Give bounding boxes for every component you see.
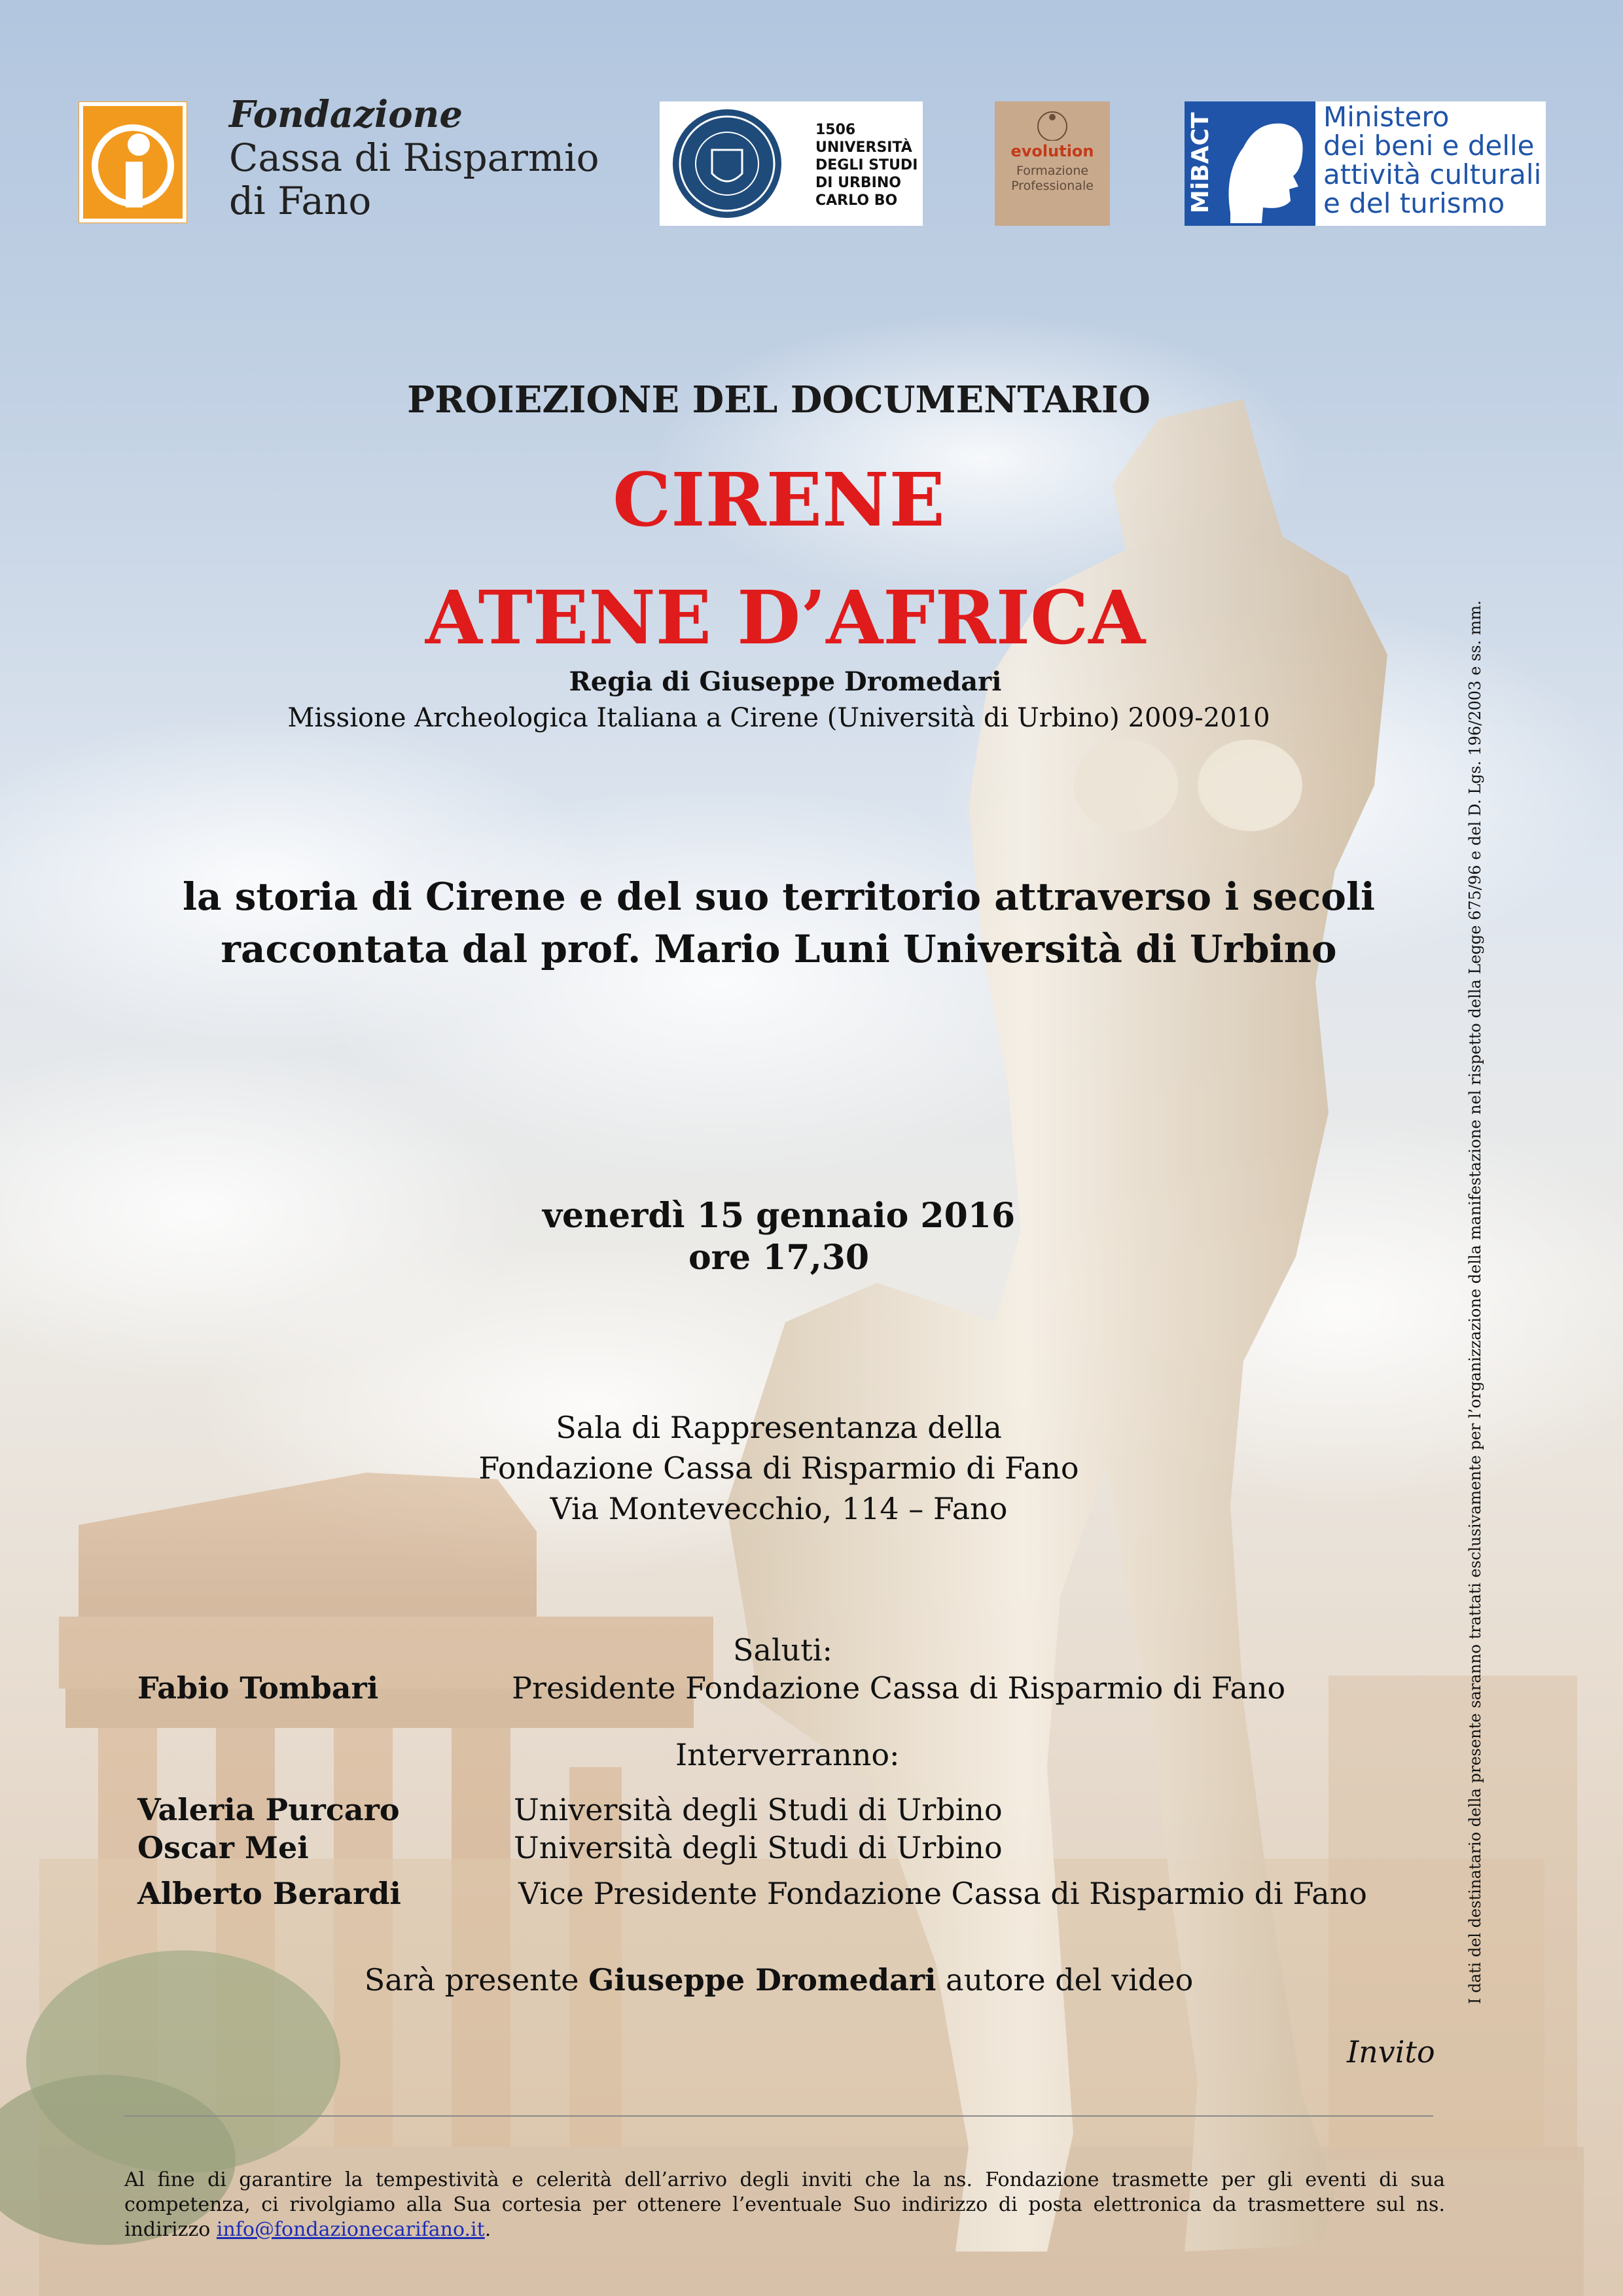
presence-suffix: autore del video <box>936 1962 1194 1998</box>
footer-divider <box>124 2115 1433 2117</box>
speaker-role: Università degli Studi di Urbino <box>514 1792 1003 1827</box>
universita-logo-line3: DEGLI STUDI <box>815 157 918 173</box>
universita-logo-line2: UNIVERSITÀ <box>815 139 912 156</box>
fondazione-logo-line1: Fondazione <box>229 93 463 136</box>
mibact-logo-line2: dei beni e delle <box>1323 130 1535 162</box>
privacy-note-text: I dati del destinatario della presente saranno trattati esclusivamente per l’organizzazione della manifestazione nel rispetto della Legge 675/96 e del D. Lgs. 196/2003 e ss. mm. <box>1466 600 1484 2005</box>
footer-note <box>124 2168 1445 2242</box>
description <box>0 870 1558 975</box>
speaker-name: Alberto Berardi <box>137 1876 401 1911</box>
mibact-logo-line4: e del turismo <box>1323 187 1505 219</box>
footer-text: Al fine di garantire la tempestività e celerità dell’arrivo degli inviti che la ns. Fondazione trasmette per gli eventi di sua competenza, ci rivolgiamo alla Sua cortesia per ottenere l’eventuale Suo indirizzo di posta elettronica da trasmettere sul ns. indirizzo <box>124 2168 1445 2241</box>
mibact-logo-line3: attività culturali <box>1323 158 1542 190</box>
footer-email-link[interactable]: info@fondazionecarifano.it <box>216 2218 485 2241</box>
mibact-badge-text: MiBACT <box>1187 112 1214 214</box>
title-line1: CIRENE <box>613 457 945 543</box>
presence-note <box>0 1962 1558 1998</box>
saluti-label: Saluti: <box>733 1632 832 1668</box>
fondazione-logo-text <box>229 93 599 223</box>
speaker-name: Fabio Tombari <box>137 1670 379 1706</box>
title-line2: ATENE D’AFRICA <box>425 575 1146 661</box>
description-line1: la storia di Cirene e del suo territorio attraverso i secoli <box>182 874 1376 919</box>
kicker-heading: PROIEZIONE DEL DOCUMENTARIO <box>407 378 1150 422</box>
venue-line2: Fondazione Cassa di Risparmio di Fano <box>478 1450 1079 1486</box>
venue-line3: Via Montevecchio, 114 – Fano <box>550 1491 1008 1526</box>
event-date: venerdì 15 gennaio 2016 <box>542 1196 1016 1236</box>
evolution-formazione-logo <box>995 101 1110 226</box>
footer-text-end: . <box>484 2218 491 2241</box>
mibact-logo-line1: Ministero <box>1323 101 1450 133</box>
mission-credit: Missione Archeologica Italiana a Cirene (Università di Urbino) 2009-2010 <box>287 703 1270 733</box>
speaker-role: Vice Presidente Fondazione Cassa di Risparmio di Fano <box>518 1876 1367 1911</box>
speaker-name: Valeria Purcaro <box>137 1792 400 1827</box>
university-seal-icon <box>673 109 781 218</box>
universita-urbino-logo <box>660 101 923 226</box>
invito-label: Invito <box>1347 2034 1435 2070</box>
privacy-note-vertical <box>1461 563 1504 2042</box>
presence-prefix: Sarà presente <box>364 1962 589 1998</box>
venue-address <box>0 1407 1558 1529</box>
speaker-role: Presidente Fondazione Cassa di Risparmio di Fano <box>512 1670 1286 1706</box>
interverranno-label: Interverranno: <box>675 1737 900 1772</box>
description-line2: raccontata dal prof. Mario Luni Università di Urbino <box>221 927 1337 971</box>
evolution-logo-line2: Formazione <box>1016 164 1089 178</box>
fondazione-logo-icon <box>79 101 187 223</box>
fondazione-logo-line3: di Fano <box>229 179 372 223</box>
universita-logo-line1: 1506 <box>815 122 856 138</box>
speaker-role: Università degli Studi di Urbino <box>514 1830 1003 1865</box>
event-time: ore 17,30 <box>688 1238 870 1278</box>
mibact-logo-text <box>1323 103 1541 218</box>
universita-logo-text <box>815 121 918 209</box>
fondazione-logo-line2: Cassa di Risparmio <box>229 135 599 180</box>
universita-logo-line4: DI URBINO <box>815 175 901 191</box>
presence-name: Giuseppe Dromedari <box>588 1962 936 1998</box>
venue-line1: Sala di Rappresentanza della <box>556 1410 1002 1445</box>
director-credit: Regia di Giuseppe Dromedari <box>569 666 1002 697</box>
evolution-logo-line3: Professionale <box>1011 179 1094 193</box>
mibact-logo <box>1185 101 1546 226</box>
vitruvian-figure-icon <box>1020 108 1085 141</box>
universita-logo-line5: CARLO BO <box>815 192 898 209</box>
speaker-name: Oscar Mei <box>137 1830 309 1865</box>
event-datetime <box>0 1195 1558 1279</box>
evolution-logo-line1: evolution <box>1010 142 1094 160</box>
